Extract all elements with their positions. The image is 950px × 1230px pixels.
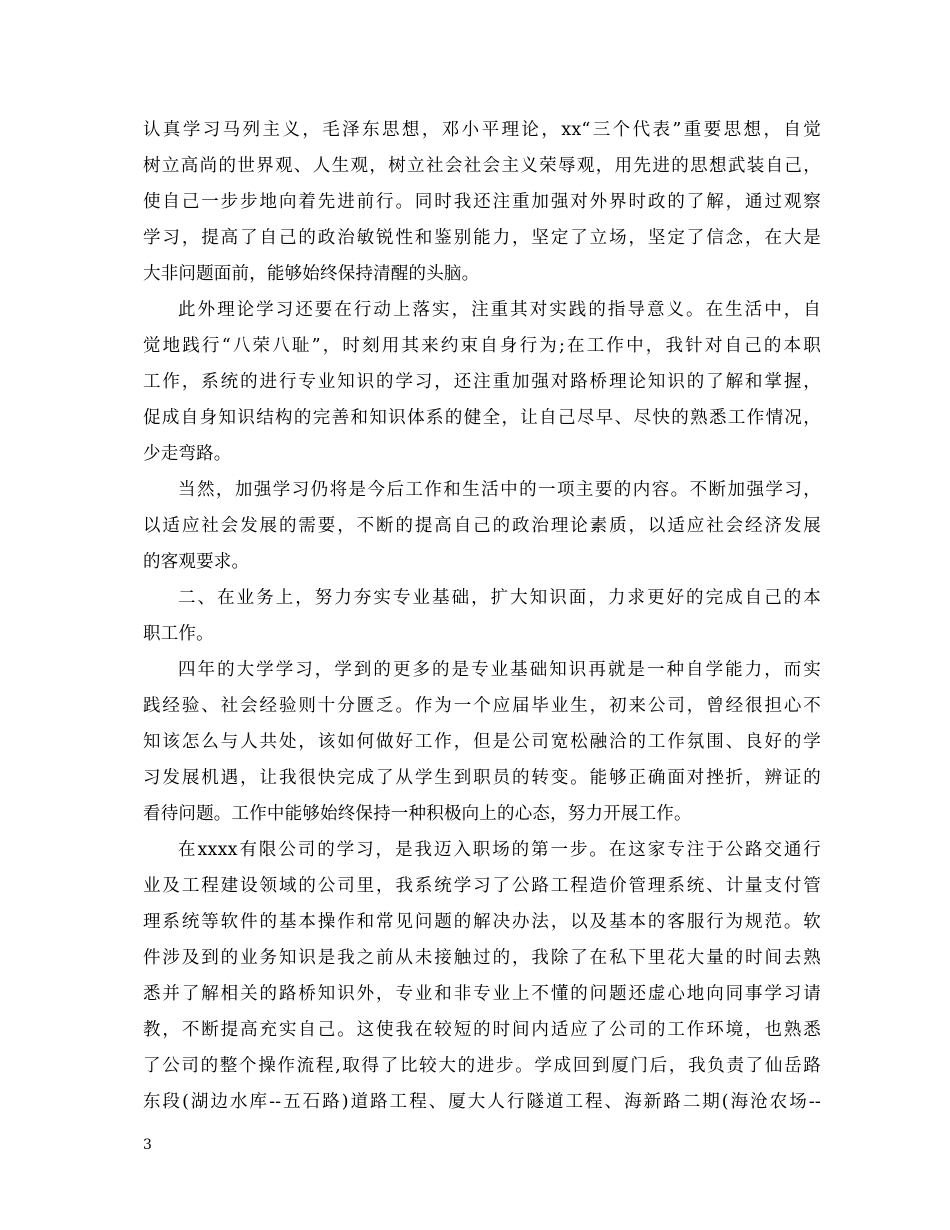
text-line: 知该怎么与人共处，该如何做好工作，但是公司宽松融洽的工作氛围、良好的学 [143, 732, 821, 752]
text-line: 少走弯路。 [143, 444, 232, 464]
text-line: 树立高尚的世界观、人生观，树立社会社会主义荣辱观，用先进的思想武装自己， [143, 156, 821, 176]
text-line: 教，不断提高充实自己。这使我在较短的时间内适应了公司的工作环境，也熟悉 [143, 1020, 821, 1040]
text-line: 理系统等软件的基本操作和常见问题的解决办法，以及基本的客服行为规范。软 [143, 912, 821, 932]
page-number: 3 [143, 1137, 152, 1153]
text-line: 在xxxx有限公司的学习，是我迈入职场的第一步。在这家专注于公路交通行 [178, 840, 821, 860]
text-line: 践经验、社会经验则十分匮乏。作为一个应届毕业生，初来公司，曾经很担心不 [143, 696, 821, 716]
text-line: 二、在业务上，努力夯实专业基础，扩大知识面，力求更好的完成自己的本 [178, 588, 821, 608]
text-line: 工作，系统的进行专业知识的学习，还注重加强对路桥理论知识的了解和掌握， [143, 372, 821, 392]
text-line: 的客观要求。 [143, 552, 250, 572]
body-text [143, 112, 821, 1120]
text-line: 职工作。 [143, 624, 214, 644]
text-line: 以适应社会发展的需要，不断的提高自己的政治理论素质，以适应社会经济发展 [143, 516, 821, 536]
text-line: 觉地践行“八荣八耻”，时刻用其来约束自身行为;在工作中，我针对自己的本职 [143, 336, 821, 356]
text-line: 当然，加强学习仍将是今后工作和生活中的一项主要的内容。不断加强学习， [178, 480, 821, 500]
text-line: 四年的大学学习，学到的更多的是专业基础知识再就是一种自学能力，而实 [178, 660, 821, 680]
text-line: 促成自身知识结构的完善和知识体系的健全，让自己尽早、尽快的熟悉工作情况， [143, 408, 821, 428]
text-line: 了公司的整个操作流程,取得了比较大的进步。学成回到厦门后，我负责了仙岳路 [143, 1056, 821, 1076]
text-line: 看待问题。工作中能够始终保持一种积极向上的心态，努力开展工作。 [143, 804, 692, 824]
text-line: 大非问题面前，能够始终保持清醒的头脑。 [143, 264, 480, 284]
text-line: 使自己一步步地向着先进前行。同时我还注重加强对外界时政的了解，通过观察 [143, 192, 821, 212]
text-line: 件涉及到的业务知识是我之前从未接触过的，我除了在私下里花大量的时间去熟 [143, 948, 821, 968]
text-line: 学习，提高了自己的政治敏锐性和鉴别能力，坚定了立场，坚定了信念，在大是 [143, 228, 821, 248]
text-line: 业及工程建设领域的公司里，我系统学习了公路工程造价管理系统、计量支付管 [143, 876, 821, 896]
text-line: 认真学习马列主义，毛泽东思想，邓小平理论，xx“三个代表”重要思想，自觉 [143, 120, 821, 140]
text-line: 此外理论学习还要在行动上落实，注重其对实践的指导意义。在生活中，自 [178, 300, 821, 320]
text-line: 悉并了解相关的路桥知识外，专业和非专业上不懂的问题还虚心地向同事学习请 [143, 984, 821, 1004]
text-line: 东段(湖边水库--五石路)道路工程、厦大人行隧道工程、海新路二期(海沧农场-- [143, 1092, 821, 1112]
text-line: 习发展机遇，让我很快完成了从学生到职员的转变。能够正确面对挫折，辨证的 [143, 768, 821, 788]
